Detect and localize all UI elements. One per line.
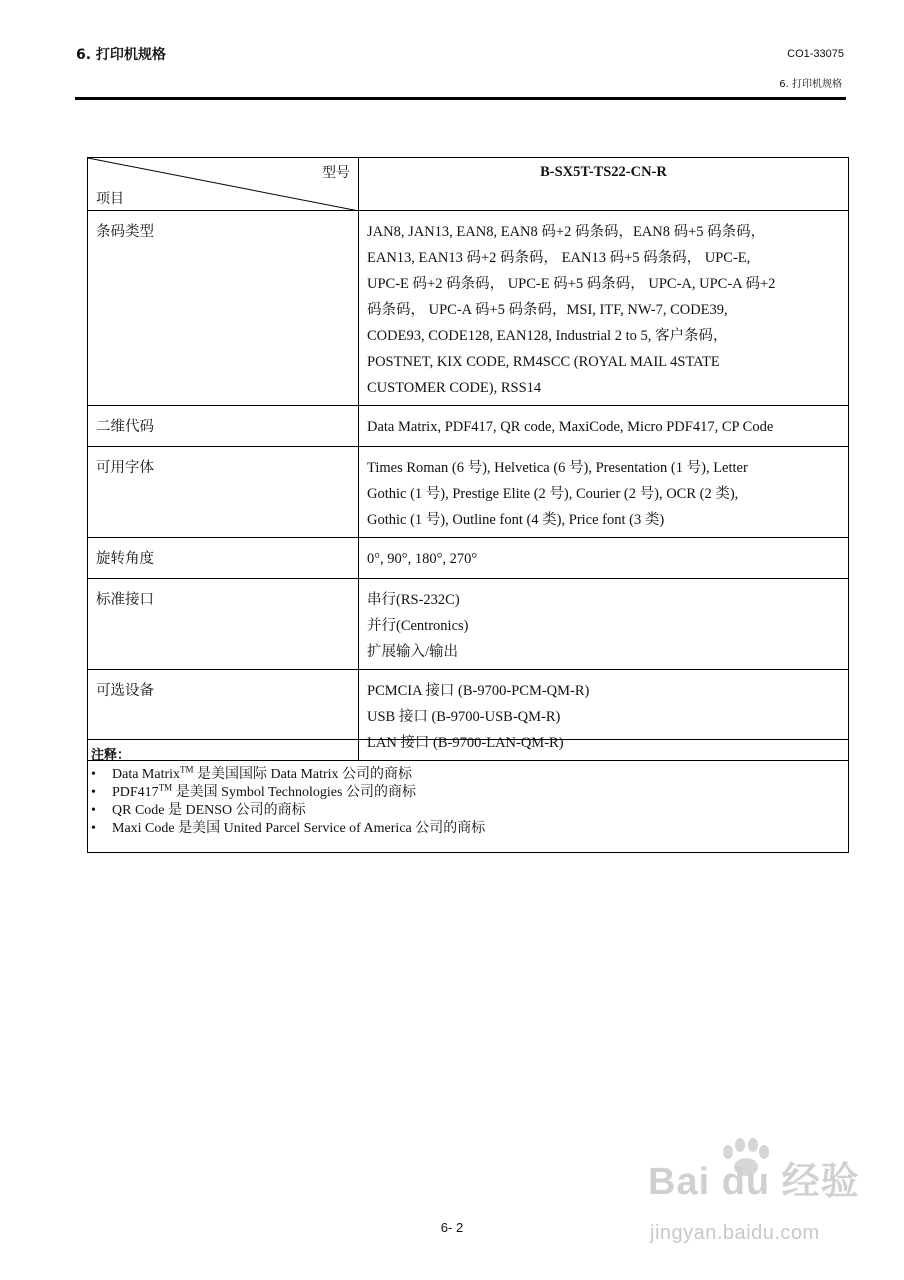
watermark-url: jingyan.baidu.com	[650, 1222, 820, 1244]
table-row	[88, 579, 849, 670]
value-line: 扩展输入/输出	[367, 644, 459, 660]
note-item	[88, 784, 485, 802]
corner-model-label: 型号	[322, 165, 350, 181]
spec-rows	[88, 211, 849, 761]
corner-cell	[88, 158, 359, 211]
row-label: 可选设备	[88, 670, 359, 761]
section-label: 6. 打印机规格	[779, 79, 842, 90]
diagonal-line	[88, 158, 359, 211]
value-line: POSTNET, KIX CODE, RM4SCC (ROYAL MAIL 4STATE	[367, 354, 720, 370]
value-line: CODE93, CODE128, EAN128, Industrial 2 to 5, 客户条码，	[367, 328, 728, 344]
bullet-icon: •	[91, 785, 96, 800]
value-line: USB 接口 (B-9700-USB-QM-R)	[367, 709, 561, 725]
value-line: CUSTOMER CODE), RSS14	[367, 380, 542, 396]
note-item	[88, 766, 485, 784]
table-row	[88, 211, 849, 406]
page-number: 6- 2	[440, 1220, 464, 1235]
note-text: Maxi Code 是美国 United Parcel Service of America 公司的商标	[112, 821, 486, 836]
header-divider	[75, 97, 846, 100]
row-label: 条码类型	[88, 211, 359, 406]
value-line: Data Matrix, PDF417, QR code, MaxiCode, Micro PDF417, CP Code	[367, 419, 774, 435]
note-item	[88, 820, 485, 838]
bullet-icon: •	[91, 821, 96, 836]
row-value	[359, 211, 849, 406]
row-label: 标准接口	[88, 579, 359, 670]
table-row	[88, 538, 849, 579]
trademark-mark: TM	[180, 764, 194, 775]
value-line: PCMCIA 接口 (B-9700-PCM-QM-R)	[367, 683, 590, 699]
row-value	[359, 538, 849, 579]
row-label: 可用字体	[88, 447, 359, 538]
document-code: CO1-33075	[787, 48, 844, 60]
value-line: Times Roman (6 号), Helvetica (6 号), Presentation (1 号), Letter	[367, 460, 748, 476]
table-header-row	[88, 158, 849, 211]
table-row	[88, 406, 849, 447]
note-text: Data Matrix	[112, 767, 181, 782]
value-line: Gothic (1 号), Prestige Elite (2 号), Courier (2 号), OCR (2 类),	[367, 486, 739, 502]
notes-list	[88, 766, 485, 838]
model-name: B-SX5T-TS22-CN-R	[359, 158, 849, 211]
value-line: LAN 接口 (B-9700-LAN-QM-R)	[367, 735, 564, 751]
chapter-title: 6. 打印机规格	[76, 47, 166, 63]
table-row	[88, 447, 849, 538]
value-line: 串行(RS-232C)	[367, 592, 460, 608]
value-line: EAN13, EAN13 码+2 码条码， EAN13 码+5 码条码， UPC-E,	[367, 250, 751, 266]
row-value	[359, 447, 849, 538]
notes-box	[87, 739, 849, 853]
value-line: Gothic (1 号), Outline font (4 类), Price font (3 类)	[367, 512, 665, 528]
bullet-icon: •	[91, 803, 96, 818]
trademark-mark: TM	[158, 782, 173, 793]
note-text-suffix: 是美国国际 Data Matrix 公司的商标	[193, 767, 413, 782]
watermark-logo: Bai du 经验	[648, 1161, 860, 1203]
note-text: QR Code 是 DENSO 公司的商标	[112, 803, 306, 818]
value-line: 并行(Centronics)	[367, 618, 469, 634]
row-value	[359, 579, 849, 670]
note-item	[88, 802, 485, 820]
row-label: 二维代码	[88, 406, 359, 447]
value-line: JAN8, JAN13, EAN8, EAN8 码+2 码条码，EAN8 码+5 码条码，	[367, 224, 766, 240]
notes-title: 注释：	[91, 748, 131, 763]
bullet-icon: •	[91, 767, 96, 782]
value-line: UPC-E 码+2 码条码， UPC-E 码+5 码条码， UPC-A, UPC-A 码+2	[367, 276, 776, 292]
value-line: 码条码， UPC-A 码+5 码条码，MSI, ITF, NW-7, CODE39,	[367, 302, 728, 318]
note-text-suffix: 是美国 Symbol Technologies 公司的商标	[172, 785, 416, 800]
note-text: PDF417	[112, 785, 159, 800]
value-line: 0°, 90°, 180°, 270°	[367, 551, 478, 567]
spec-table	[87, 157, 849, 761]
row-label: 旋转角度	[88, 538, 359, 579]
corner-item-label: 项目	[96, 191, 124, 207]
row-value	[359, 406, 849, 447]
